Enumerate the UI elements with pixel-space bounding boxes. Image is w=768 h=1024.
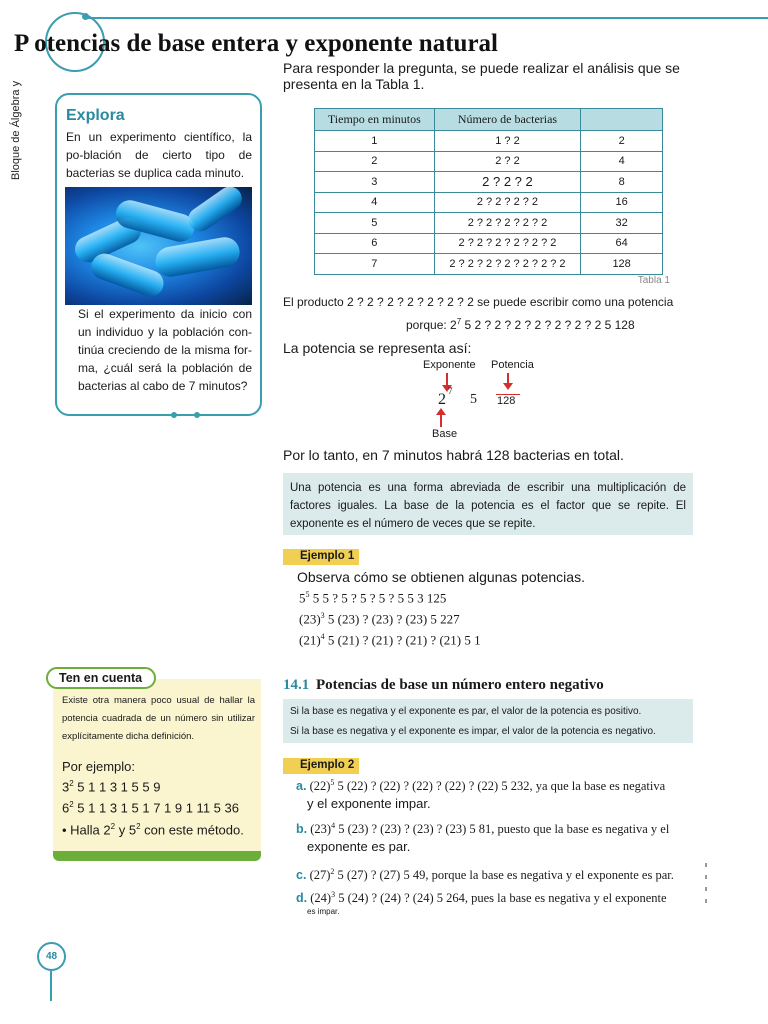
porque-statement bbox=[406, 317, 635, 332]
ejemplo1-intro: Observa cómo se obtienen algunas potencias. bbox=[297, 569, 585, 585]
table-cell: 64 bbox=[581, 233, 663, 254]
potencia-intro: La potencia se representa así: bbox=[283, 340, 472, 356]
line-exponent: 5 bbox=[305, 590, 310, 599]
table-cell: 1 ? 2 bbox=[434, 131, 581, 152]
line-base: (21) bbox=[299, 632, 321, 648]
table-header-row bbox=[315, 109, 663, 131]
bacterium-shape bbox=[153, 235, 242, 279]
item-base: (22) bbox=[309, 779, 331, 794]
line-base: 5 bbox=[299, 590, 306, 606]
ten-en-cuenta-bar bbox=[53, 851, 261, 861]
table-cell: 128 bbox=[581, 254, 663, 275]
definition-box: Una potencia es una forma abreviada de escribir una multiplicación de factores iguales. La base de la potencia es el factor que se repite. El exponente es el número de veces que se repite. bbox=[283, 473, 693, 535]
ejemplo2-item-a bbox=[296, 778, 665, 794]
rule-odd: Si la base es negativa y el exponente es impar, el valor de la potencia es negativo. bbox=[290, 726, 656, 737]
table-row bbox=[315, 233, 663, 254]
table-cell: 5 bbox=[315, 213, 435, 234]
ejemplo2-item-d bbox=[296, 890, 667, 906]
ten-en-cuenta-ejemplo: Por ejemplo: bbox=[62, 759, 135, 774]
side-block-label: Bloque de Álgebra y bbox=[10, 80, 22, 180]
page-number-line bbox=[50, 971, 52, 1001]
table-row bbox=[315, 131, 663, 152]
item-letter: b. bbox=[296, 822, 308, 837]
table-cell: 32 bbox=[581, 213, 663, 234]
table-cell: 4 bbox=[315, 192, 435, 213]
base-label: Base bbox=[432, 428, 458, 440]
formula-exponent: 7 bbox=[448, 386, 453, 396]
table-cell: 4 bbox=[581, 151, 663, 172]
table-header bbox=[581, 109, 663, 131]
line-rest: 5 1 1 3 1 5 5 9 bbox=[73, 779, 161, 795]
task-a-exponent: 2 bbox=[110, 822, 116, 831]
ejemplo1-line bbox=[299, 590, 446, 606]
table-cell: 2 ? 2 ? 2 ? 2 ? 2 ? 2 ? 2 bbox=[434, 254, 581, 275]
margin-marks bbox=[700, 855, 712, 945]
table-cell: 7 bbox=[315, 254, 435, 275]
line-rest: 5 5 ? 5 ? 5 ? 5 ? 5 5 3 125 bbox=[309, 590, 447, 606]
table-header: Tiempo en minutos bbox=[315, 109, 435, 131]
item-base: (24) bbox=[310, 891, 332, 906]
formula-base: 2 bbox=[438, 391, 446, 408]
line-base: (23) bbox=[299, 611, 321, 627]
ten-en-cuenta-line bbox=[62, 800, 239, 815]
item-letter: c. bbox=[296, 868, 307, 883]
line-base: 6 bbox=[62, 800, 70, 816]
porque-rest: 5 2 ? 2 ? 2 ? 2 ? 2 ? 2 ? 2 5 128 bbox=[461, 318, 635, 332]
bacterium-shape bbox=[184, 187, 247, 236]
item-rest: 5 (23) ? (23) ? (23) ? (23) 5 81, puesto que la base es negativa y el bbox=[335, 822, 670, 837]
porque-exponent: 7 bbox=[456, 317, 462, 326]
section-title: Potencias de base un número entero negativo bbox=[316, 677, 604, 693]
table-cell: 2 ? 2 ? 2 ? 2 bbox=[434, 192, 581, 213]
ten-en-cuenta-task bbox=[62, 822, 244, 837]
table-cell: 2 bbox=[315, 151, 435, 172]
task-mid: y 5 bbox=[115, 822, 137, 838]
table-row bbox=[315, 172, 663, 193]
ejemplo2-tag: Ejemplo 2 bbox=[283, 758, 359, 774]
table-cell: 2 bbox=[581, 131, 663, 152]
conclusion-text: Por lo tanto, en 7 minutos habrá 128 bacterias en total. bbox=[283, 447, 624, 463]
header-dot-ornament bbox=[82, 13, 89, 20]
exponente-label: Exponente bbox=[423, 359, 476, 371]
arrow-up-icon bbox=[440, 413, 442, 427]
line-exponent: 4 bbox=[320, 632, 325, 641]
table-cell: 2 ? 2 ? 2 ? 2 ? 2 bbox=[434, 213, 581, 234]
line-exponent: 2 bbox=[69, 800, 74, 809]
ten-en-cuenta-title: Ten en cuenta bbox=[46, 667, 156, 689]
ejemplo2-item-c bbox=[296, 867, 674, 883]
item-rest: 5 (22) ? (22) ? (22) ? (22) ? (22) 5 232, ya que la base es negativa bbox=[334, 779, 666, 794]
table-cell: 6 bbox=[315, 233, 435, 254]
potencia-label: Potencia bbox=[491, 359, 534, 371]
line-rest: 5 (21) ? (21) ? (21) ? (21) 5 1 bbox=[324, 632, 481, 648]
task-end: con este método. bbox=[140, 822, 244, 838]
line-exponent: 3 bbox=[320, 611, 325, 620]
item-rest: 5 (27) ? (27) 5 49, porque la base es negativa y el exponente es par. bbox=[334, 868, 674, 883]
porque-prefix: porque: 2 bbox=[406, 318, 457, 332]
line-rest: 5 1 1 3 1 5 1 7 1 9 1 11 5 36 bbox=[73, 800, 239, 816]
ejemplo2-item-b bbox=[296, 821, 669, 837]
item-exponent: 4 bbox=[331, 821, 336, 830]
rule-even: Si la base es negativa y el exponente es par, el valor de la potencia es positivo. bbox=[290, 706, 642, 717]
item-letter: d. bbox=[296, 891, 308, 906]
rules-box bbox=[283, 699, 693, 743]
table-cell: 2 ? 2 ? 2 ? 2 ? 2 ? 2 bbox=[434, 233, 581, 254]
ten-en-cuenta-text: Existe otra manera poco usual de hallar la potencia cuadrada de un número sin utilizar explícitamente dicha definición. bbox=[62, 695, 255, 742]
header-rule bbox=[86, 17, 768, 19]
bacteria-table bbox=[314, 108, 663, 275]
table-cell: 8 bbox=[581, 172, 663, 193]
table-cell: 3 bbox=[315, 172, 435, 193]
table-cell: 2 ? 2 ? 2 bbox=[434, 172, 581, 193]
page-title: P otencias de base entera y exponente natural bbox=[14, 30, 498, 57]
explora-dot bbox=[194, 412, 200, 418]
ejemplo2-item-b-cont: exponente es par. bbox=[307, 839, 411, 854]
line-exponent: 2 bbox=[69, 779, 74, 788]
item-base: (23) bbox=[310, 822, 332, 837]
table-caption: Tabla 1 bbox=[637, 275, 670, 286]
bacteria-image bbox=[65, 187, 252, 305]
item-exponent: 2 bbox=[330, 867, 335, 876]
ejemplo2-item-a-cont: y el exponente impar. bbox=[307, 796, 431, 811]
table-row bbox=[315, 192, 663, 213]
formula-value: 128 bbox=[497, 395, 516, 407]
item-letter: a. bbox=[296, 779, 307, 794]
table-row bbox=[315, 254, 663, 275]
page-number: 48 bbox=[37, 942, 66, 971]
section-number: 14.1 bbox=[283, 677, 310, 693]
product-statement: El producto 2 ? 2 ? 2 ? 2 ? 2 ? 2 ? 2 se puede escribir como una potencia bbox=[283, 295, 674, 309]
ejemplo2-item-d-cont: es impar. bbox=[307, 907, 340, 916]
task-a: • Halla 2 bbox=[62, 822, 111, 838]
table-cell: 2 ? 2 bbox=[434, 151, 581, 172]
ejemplo1-line bbox=[299, 632, 481, 648]
line-rest: 5 (23) ? (23) ? (23) 5 227 bbox=[324, 611, 460, 627]
task-b-exponent: 2 bbox=[136, 822, 141, 831]
arrow-head-icon bbox=[503, 383, 513, 390]
item-exponent: 3 bbox=[331, 890, 336, 899]
intro-text: Para responder la pregunta, se puede realizar el análisis que se presenta en la Tabla 1. bbox=[283, 60, 680, 92]
explora-text: En un experimento científico, la po-blación de cierto tipo de bacterias se duplica cada minuto. bbox=[66, 130, 252, 180]
table-header: Número de bacterias bbox=[434, 109, 581, 131]
table-row bbox=[315, 151, 663, 172]
ejemplo1-line bbox=[299, 611, 460, 627]
item-rest: 5 (24) ? (24) ? (24) 5 264, pues la base es negativa y el exponente bbox=[335, 891, 667, 906]
explora-dot bbox=[171, 412, 177, 418]
explora-title: Explora bbox=[66, 107, 125, 124]
table-row bbox=[315, 213, 663, 234]
ten-en-cuenta-line bbox=[62, 779, 160, 794]
item-base: (27) bbox=[309, 868, 331, 883]
explora-question: Si el experimento da inicio con un individuo y la población con-tinúa creciendo de la misma for-ma, ¿cuál será la población de bacterias al cabo de 7 minutos? bbox=[78, 307, 252, 393]
table-cell: 1 bbox=[315, 131, 435, 152]
ejemplo1-tag: Ejemplo 1 bbox=[283, 549, 359, 565]
formula-equals: 5 bbox=[470, 392, 477, 407]
item-exponent: 5 bbox=[330, 778, 335, 787]
line-base: 3 bbox=[62, 779, 70, 795]
table-cell: 16 bbox=[581, 192, 663, 213]
